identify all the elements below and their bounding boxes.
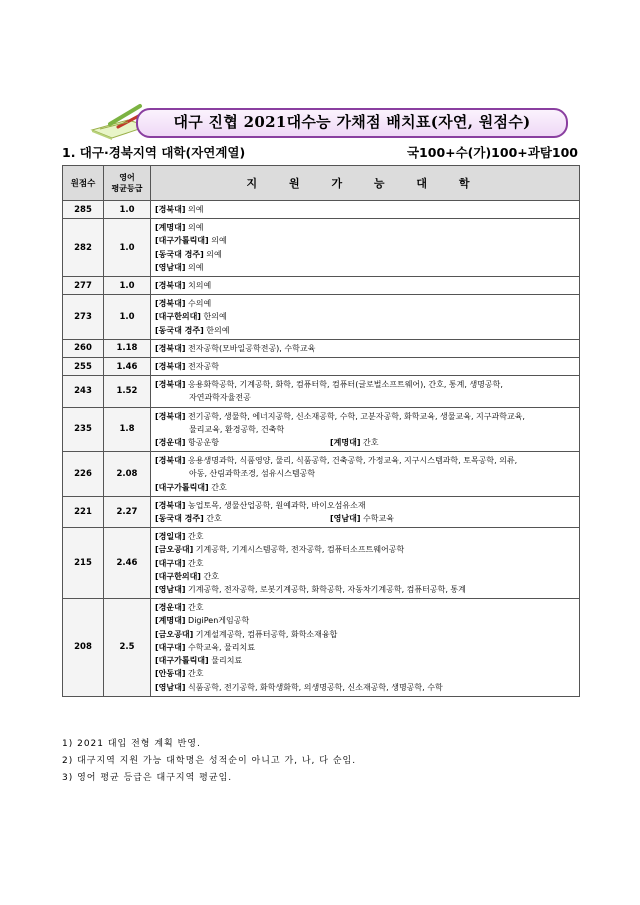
row-universities [151,219,580,277]
university-entry [155,436,330,449]
university-line [155,234,575,247]
university-name: [금오공대] [155,629,194,639]
row-universities [151,407,580,452]
university-name: [금오공대] [155,545,194,555]
university-name: [영남대] [155,682,186,692]
row-universities [151,496,580,527]
university-entry [330,512,394,525]
table-row [63,452,580,497]
university-line [155,481,575,494]
department-list: 간호 [188,669,204,679]
row-universities [151,376,580,407]
row-english-grade: 2.5 [104,599,151,696]
department-list: 기계공학, 기계시스템공학, 전자공학, 컴퓨터소프트웨어공학 [195,545,405,555]
university-line [155,570,575,583]
university-line [155,557,575,570]
department-list: 간호 [203,571,219,581]
university-name: [경북대] [155,362,186,372]
department-list: 수의예 [188,299,212,309]
university-name: [경북대] [155,205,186,214]
department-list: 기계공학, 전자공학, 로봇기계공학, 화학공학, 자동차기계공학, 컴퓨터공학, 통계 [188,585,466,595]
title-banner [88,100,578,140]
row-universities [151,277,580,295]
header-grade-line1: 영어 [119,173,135,182]
university-line [155,410,575,423]
university-name: [경북대] [155,343,186,353]
table-row [63,295,580,340]
table-row [63,599,580,696]
university-line [155,681,575,694]
row-score: 243 [63,376,104,407]
university-line [155,583,575,596]
department-list: 의예 [188,262,204,272]
university-line [155,614,575,627]
university-name: [경운대] [155,438,186,448]
department-list: 간호 [211,482,227,492]
footnote: 2) 대구지역 지원 가능 대학명은 성적순이 아니고 가, 나, 다 순임. [62,756,357,766]
row-universities [151,339,580,357]
row-score: 282 [63,219,104,277]
university-name: [동국대 경주] [155,514,204,524]
row-english-grade: 2.27 [104,496,151,527]
university-line [155,261,575,274]
department-list: 기계설계공학, 컴퓨터공학, 화학소재융합 [195,629,338,639]
university-line [155,667,575,680]
row-english-grade: 1.0 [104,201,151,219]
footnote: 3) 영어 평균 등급은 대구지역 평균임. [62,773,233,783]
row-universities [151,528,580,599]
dept-continuation: 자연과학자율전공 [189,393,251,403]
university-line [155,641,575,654]
university-line [155,530,575,543]
dept-continuation: 아동, 산림과학조경, 섬유시스템공학 [189,469,316,479]
university-name: [대구가톨릭대] [155,236,209,246]
university-entry [155,512,330,525]
row-universities [151,201,580,219]
department-list: DigiPen게임공학 [188,616,250,626]
table-row [63,528,580,599]
row-score: 221 [63,496,104,527]
header-universities: 지 원 가 능 대 학 [151,166,580,201]
footnotes [62,736,356,787]
university-name: [계명대] [155,223,186,233]
university-name: [경북대] [155,456,186,466]
department-list: 간호 [188,558,204,568]
table-row [63,219,580,277]
department-list: 치의예 [188,281,212,291]
university-name: [대구대] [155,558,186,568]
row-universities [151,358,580,376]
university-line-pair [155,436,575,449]
university-line [155,628,575,641]
table-row [63,496,580,527]
table-body [63,201,580,697]
university-line [155,310,575,323]
university-entry [330,436,379,449]
university-line [155,279,575,292]
department-list: 간호 [188,532,204,542]
university-line [155,360,575,373]
university-name: [영남대] [330,514,361,524]
university-line [155,543,575,556]
department-list: 의예 [188,205,204,214]
header-grade-line2: 평균등급 [111,184,143,193]
table-row [63,339,580,357]
header-score: 원점수 [63,166,104,201]
university-line-pair [155,512,575,525]
department-list: 식품공학, 전기공학, 화학생화학, 의생명공학, 신소재공학, 생명공학, 수학 [188,682,443,692]
university-name: [대구가톨릭대] [155,656,209,666]
university-name: [안동대] [155,669,186,679]
university-name: [경북대] [155,299,186,309]
table-row [63,376,580,407]
row-score: 277 [63,277,104,295]
university-name: [계명대] [330,438,361,448]
university-name: [경운대] [155,603,186,613]
university-line [155,499,575,512]
university-name: [경북대] [155,500,186,510]
row-english-grade: 2.08 [104,452,151,497]
department-list: 전자공학(모바일공학전공), 수학교육 [188,343,316,353]
department-list: 전기공학, 생물학, 에너지공학, 신소재공학, 수학, 고분자공학, 화학교육, 생물교육, 지구과학교육, [188,411,525,421]
university-name: [동국대 경주] [155,325,204,335]
section-heading: 1. 대구·경북지역 대학(자연계열) [62,145,246,160]
table-row [63,358,580,376]
university-line [155,248,575,261]
university-line [155,342,575,355]
university-name: [동국대 경주] [155,249,204,259]
university-line [155,454,575,467]
dept-continuation: 물리교육, 환경공학, 건축학 [189,424,285,434]
row-english-grade: 1.0 [104,219,151,277]
footnote: 1) 2021 대입 전형 계획 반영. [62,739,201,749]
score-formula: 국100+수(가)100+과탐100 [406,145,578,160]
department-list: 응용화학공학, 기계공학, 화학, 컴퓨터학, 컴퓨터(글로벌소프트웨어), 간호, 통계, 생명공학, [188,380,503,390]
university-name: [경북대] [155,281,186,291]
row-score: 215 [63,528,104,599]
row-score: 208 [63,599,104,696]
university-name: [대구한의대] [155,571,201,581]
university-line [155,378,575,391]
university-line [155,324,575,337]
table-row [63,277,580,295]
university-name: [영남대] [155,585,186,595]
department-list: 한의예 [203,312,227,322]
university-name: [영남대] [155,262,186,272]
placement-table [62,165,580,697]
department-list: 농업토목, 생물산업공학, 원예과학, 바이오섬유소재 [188,500,366,510]
department-list: 응용생명과학, 식품영양, 물리, 식품공학, 건축공학, 가정교육, 지구시스템과학, 토목공학, 의류, [188,456,518,466]
row-english-grade: 1.0 [104,277,151,295]
row-english-grade: 1.8 [104,407,151,452]
university-name: [대구대] [155,642,186,652]
row-english-grade: 2.46 [104,528,151,599]
department-list: 수학교육, 물리치료 [188,642,255,652]
department-list: 의예 [206,249,222,259]
department-list: 전자공학 [188,362,219,372]
row-score: 285 [63,201,104,219]
department-list: 간호 [188,603,204,613]
row-universities [151,599,580,696]
university-name: [경북대] [155,411,186,421]
department-list: 물리치료 [211,656,243,666]
row-score: 260 [63,339,104,357]
header-english-grade [104,166,151,201]
table-row [63,407,580,452]
row-english-grade: 1.0 [104,295,151,340]
university-name: [대구가톨릭대] [155,482,209,492]
row-english-grade: 1.46 [104,358,151,376]
university-name: [대구한의대] [155,312,201,322]
department-list: 수학교육 [363,514,394,524]
row-score: 273 [63,295,104,340]
row-universities [151,452,580,497]
university-name: [경일대] [155,532,186,542]
table-row [63,201,580,219]
row-english-grade: 1.18 [104,339,151,357]
university-line [155,654,575,667]
department-list: 의예 [188,223,204,233]
department-list: 한의예 [206,325,230,335]
university-line [155,221,575,234]
department-list: 간호 [206,514,222,524]
row-score: 255 [63,358,104,376]
university-line [155,297,575,310]
university-line [155,601,575,614]
row-universities [151,295,580,340]
department-list: 항공운항 [188,438,219,448]
row-english-grade: 1.52 [104,376,151,407]
university-name: [계명대] [155,616,186,626]
university-line [155,203,575,216]
table-header-row [63,166,580,201]
department-list: 의예 [211,236,227,246]
department-list: 간호 [363,438,379,448]
page-title: 대구 진협 2021대수능 가채점 배치표(자연, 원점수) [173,113,531,131]
row-score: 226 [63,452,104,497]
row-score: 235 [63,407,104,452]
university-name: [경북대] [155,380,186,390]
